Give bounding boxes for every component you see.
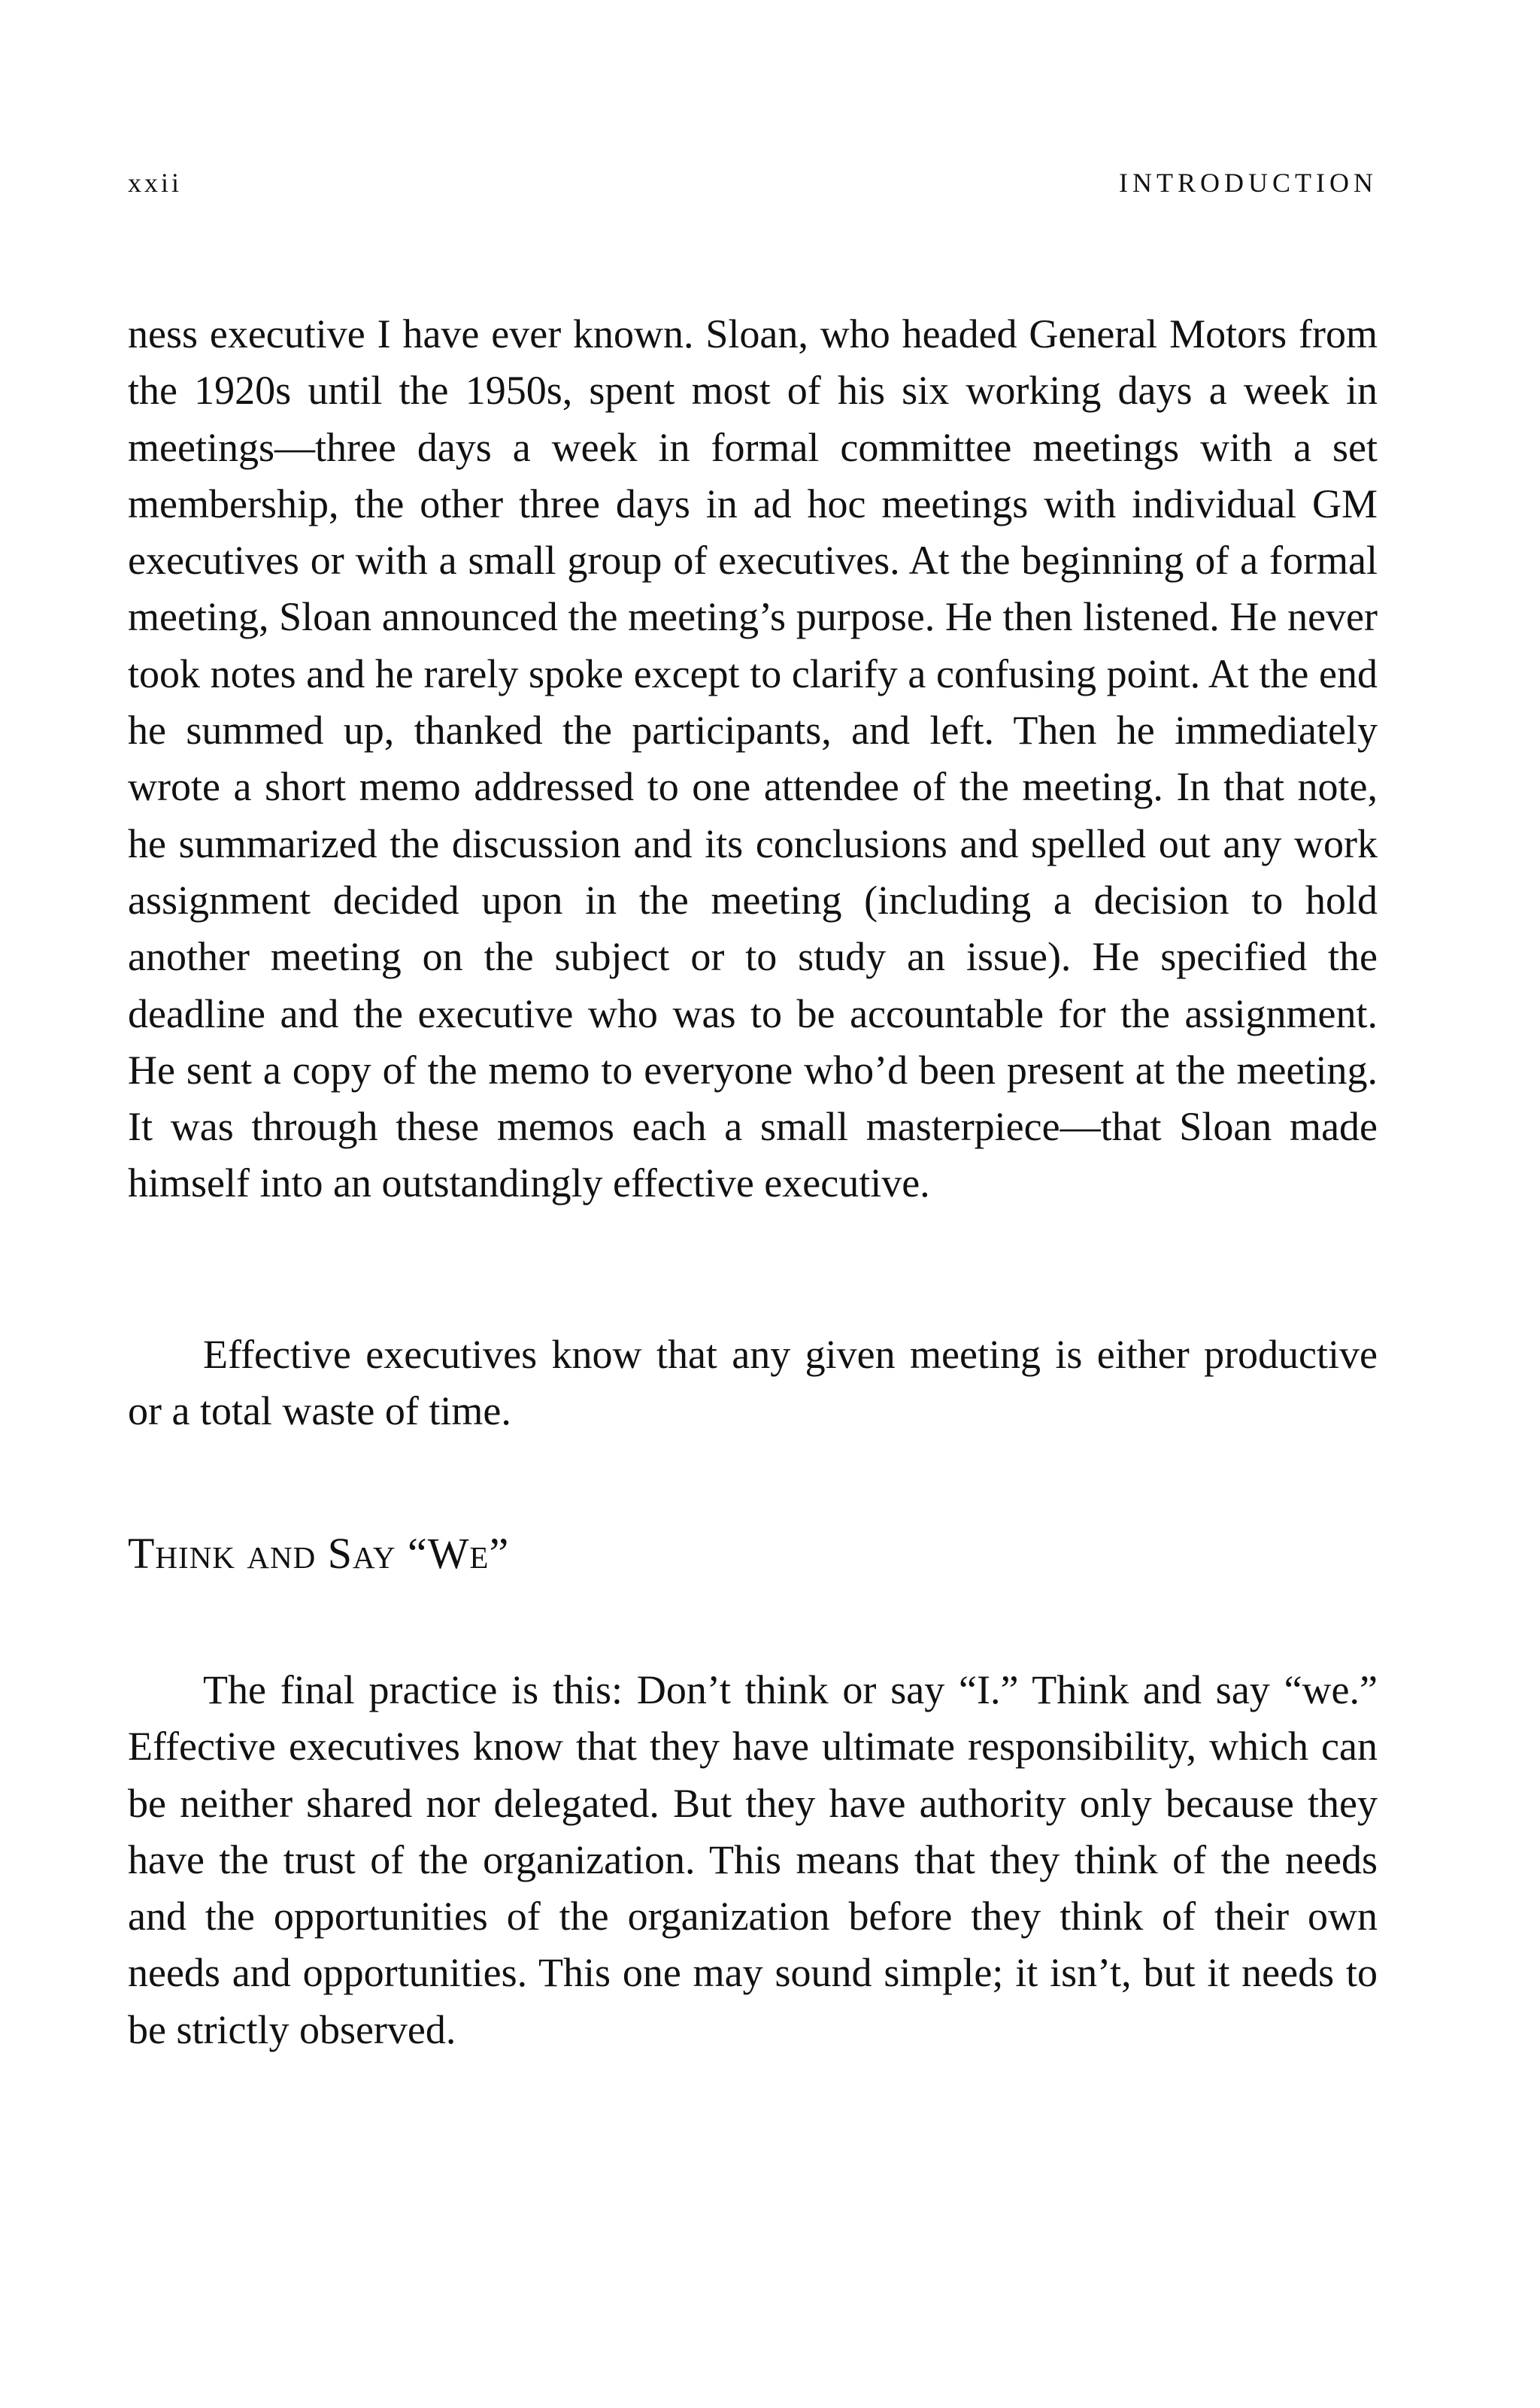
body-paragraph: The final practice is this: Don’t think or say “I.” Think and say “we.” Effective executives know that they have ultimate responsibility, which can be neither shared nor delegated. But they have authority only because they have the trust of the organization. This means that they think of the needs and the opportunities of the organization before they think of their own needs and opportunities. This one may sound simple; it isn’t, but it needs to be strictly observed. — [128, 1667, 1378, 2052]
running-head — [128, 167, 1378, 212]
running-head-title: INTRODUCTION — [1119, 168, 1378, 198]
page-number: xxii — [128, 168, 183, 198]
section-heading: Think and Say “We” — [128, 1529, 510, 1578]
body-paragraph: Effective executives know that any given meeting is either productive or a total waste of time. — [128, 1332, 1378, 1434]
body-paragraph: ness executive I have ever known. Sloan, who headed General Motors from the 1920s until the 1950s, spent most of his six working days a week in meetings—three days a week in formal committee meetings with a set membership, the other three days in ad hoc meetings with individual GM executives or with a small group of executives. At the beginning of a formal meeting, Sloan announced the meeting’s purpose. He then listened. He never took notes and he rarely spoke except to clarify a confusing point. At the end he summed up, thanked the participants, and left. Then he immediately wrote a short memo addressed to one attendee of the meeting. In that note, he summarized the discussion and its conclusions and spelled out any work assignment decided upon in the meeting (including a decision to hold another meeting on the subject or to study an issue). He specified the deadline and the executive who was to be accountable for the assignment. He sent a copy of the memo to everyone who’d been present at the meeting. It was through these memos each a small masterpiece—that Sloan made himself into an outstandingly effective executive. — [128, 311, 1378, 1206]
